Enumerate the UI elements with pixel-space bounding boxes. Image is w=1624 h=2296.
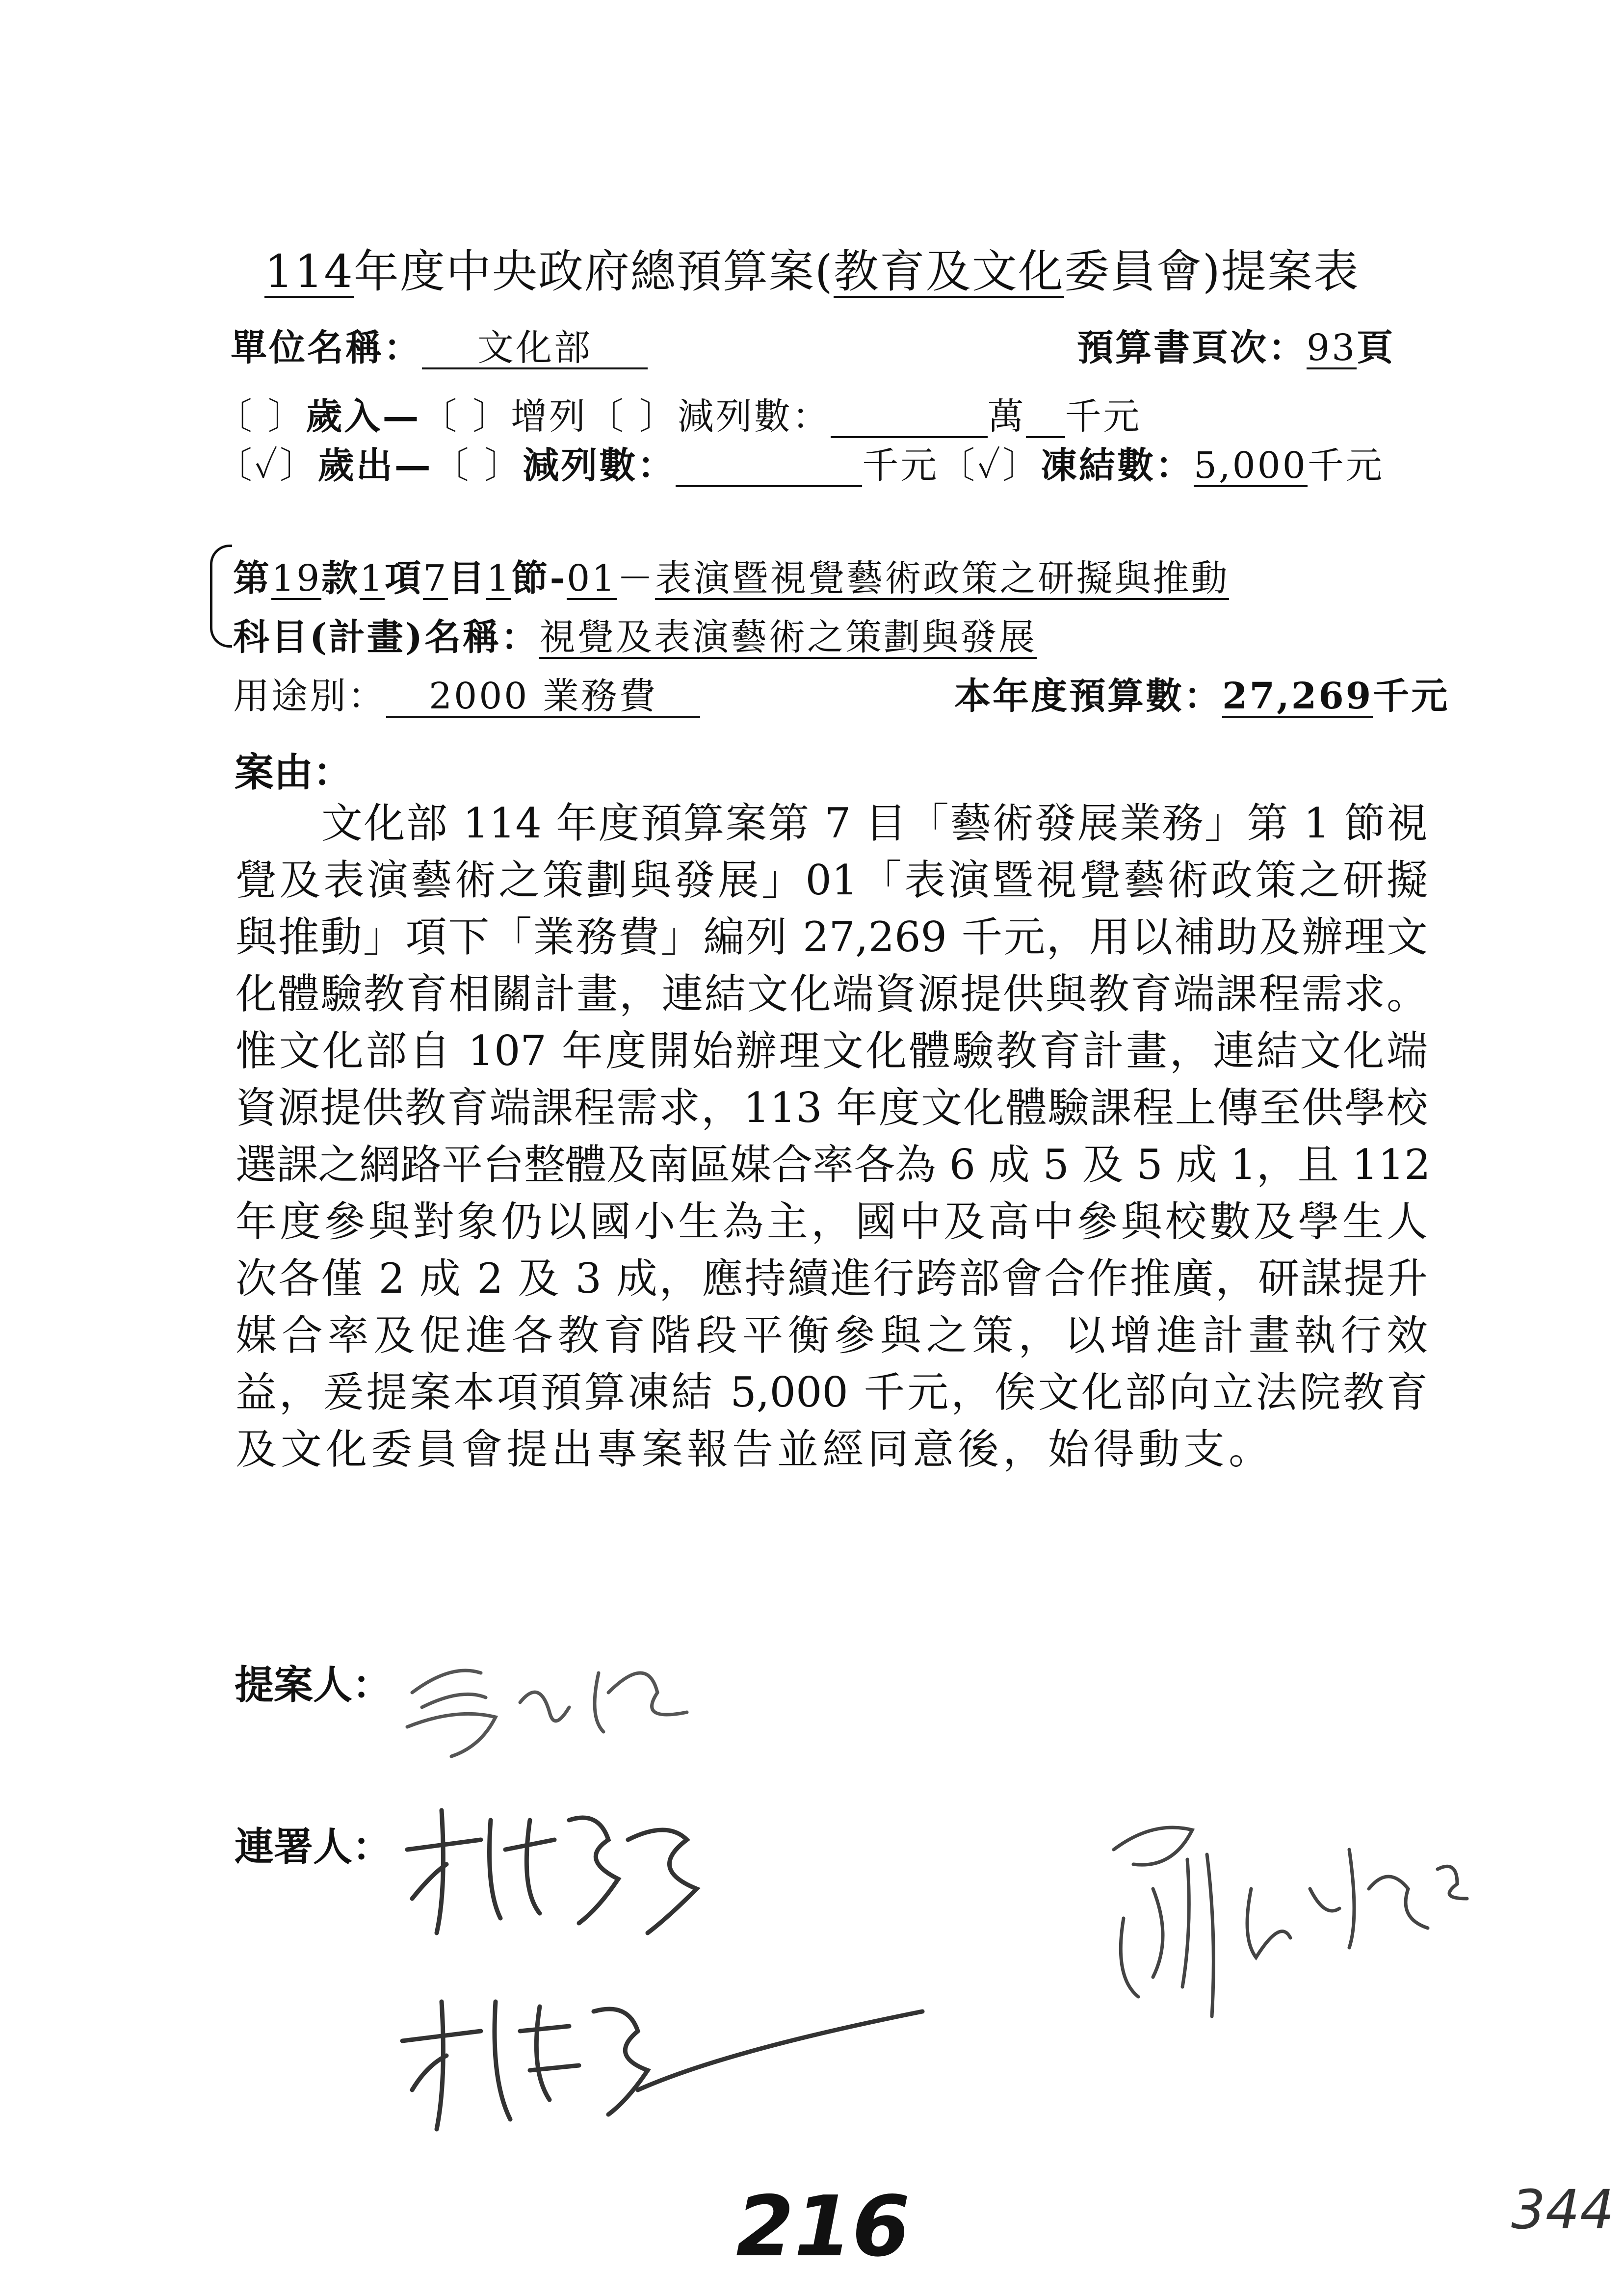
- cosigner-signature-3: [1094, 1791, 1496, 2065]
- xiang-value: 1: [360, 557, 385, 600]
- annual-budget-row: [954, 667, 1449, 719]
- expense-unit: 千元: [862, 444, 939, 487]
- title-end: 委員會)提案表: [1064, 245, 1360, 298]
- reason-line: 選課之網路平台整體及南區媒合率各為 6 成 5 及 5 成 1，且 112: [236, 1141, 1431, 1189]
- reason-body: [236, 795, 1431, 1478]
- usage-label: 用途別：: [233, 675, 386, 717]
- xiang-label: 項: [385, 557, 423, 600]
- expense-row: [216, 437, 1384, 489]
- cosigner-signature-2: [383, 1972, 952, 2149]
- handwritten-side-number: 344: [1511, 2178, 1614, 2241]
- reason-line: 覺及表演藝術之策劃與發展」01「表演暨視覺藝術政策之研擬: [236, 856, 1428, 904]
- cosigner-label: 連署人：: [235, 1824, 392, 1870]
- mu-value: 7: [423, 557, 448, 600]
- revenue-qian-value: [1026, 398, 1065, 438]
- item-dash: －: [617, 557, 655, 600]
- reason-line: 惟文化部自 107 年度開始辦理文化體驗教育計畫，連結文化端: [236, 1027, 1428, 1075]
- proposer-signature: [393, 1634, 736, 1761]
- unit-value: 文化部: [422, 329, 648, 369]
- bracket: [210, 545, 232, 648]
- handwritten-page-number: 216: [736, 2178, 910, 2275]
- revenue-add-label: 增列: [511, 395, 588, 438]
- revenue-checkbox: 〔 〕: [216, 395, 306, 438]
- revenue-reduce-checkbox: 〔 〕: [587, 395, 678, 438]
- reason-label: 案由：: [235, 749, 352, 795]
- budget-page-value: 93: [1307, 327, 1357, 369]
- title-text: 年度中央政府總預算案(: [353, 245, 834, 298]
- reason-line: 資源提供教育端課程需求，113 年度文化體驗課程上傳至供學校: [236, 1084, 1428, 1132]
- revenue-label: 歲入—: [306, 395, 421, 438]
- form-title: [0, 235, 1624, 300]
- expense-reduce-checkbox: 〔 〕: [432, 444, 523, 487]
- revenue-unit: 千元: [1065, 395, 1142, 438]
- usage-value: 2000 業務費: [386, 678, 700, 718]
- usage-row: [233, 667, 700, 719]
- item-row: [233, 549, 1229, 601]
- title-year: 114: [264, 245, 354, 298]
- reason-line: 年度參與對象仍以國小生為主，國中及高中參與校數及學生人: [236, 1198, 1428, 1246]
- unit-name-row: [231, 319, 648, 371]
- annual-budget-label: 本年度預算數：: [954, 675, 1222, 717]
- wan-label: 萬: [987, 395, 1026, 438]
- expense-reduce-value: [676, 447, 862, 487]
- freeze-checkbox: 〔✓〕: [939, 444, 1041, 487]
- expense-label: 歲出—: [317, 444, 433, 487]
- annual-budget-unit: 千元: [1373, 675, 1450, 717]
- item-code: 01: [567, 557, 617, 600]
- annual-budget-value: 27,269: [1222, 675, 1373, 717]
- subject-label: 科目(計畫)名稱：: [233, 616, 540, 658]
- budget-page-suffix: 頁: [1357, 327, 1395, 369]
- expense-checkbox: 〔✓〕: [216, 444, 318, 487]
- subject-row: [233, 608, 1037, 660]
- revenue-reduce-value: [831, 398, 988, 438]
- proposer-label: 提案人：: [235, 1662, 392, 1708]
- freeze-unit: 千元: [1307, 444, 1384, 487]
- budget-page-row: [1077, 319, 1395, 371]
- unit-label: 單位名稱：: [231, 327, 422, 369]
- item-prefix: 第: [233, 557, 271, 600]
- reason-line: 與推動」項下「業務費」編列 27,269 千元，用以補助及辦理文: [236, 913, 1428, 961]
- reason-line: 媒合率及促進各教育階段平衡參與之策，以增進計畫執行效: [236, 1311, 1428, 1359]
- reason-line: 次各僅 2 成 2 及 3 成，應持續進行跨部會合作推廣，研謀提升: [236, 1254, 1428, 1303]
- revenue-add-checkbox: 〔 〕: [420, 395, 511, 438]
- jie-value: 1: [486, 557, 512, 600]
- reason-line: 化體驗教育相關計畫，連結文化端資源提供與教育端課程需求。: [236, 970, 1428, 1018]
- title-committee: 教育及文化: [833, 245, 1064, 298]
- jie-label: 節-: [511, 557, 567, 600]
- expense-reduce-label: 減列數：: [523, 444, 676, 487]
- cosigner-signature-1: [393, 1791, 765, 1948]
- freeze-label: 凍結數：: [1041, 444, 1194, 487]
- budget-page-label: 預算書頁次：: [1077, 327, 1307, 369]
- freeze-value: 5,000: [1194, 444, 1308, 487]
- kuan-label: 款: [321, 557, 360, 600]
- item-name: 表演暨視覺藝術政策之研擬與推動: [655, 557, 1230, 600]
- revenue-reduce-label: 減列數：: [677, 395, 831, 438]
- kuan-value: 19: [271, 557, 322, 600]
- subject-value: 視覺及表演藝術之策劃與發展: [539, 616, 1037, 658]
- reason-line: 及文化委員會提出專案報告並經同意後，始得動支。: [236, 1425, 1274, 1473]
- reason-line: 文化部 114 年度預算案第 7 目「藝術發展業務」第 1 節視: [321, 799, 1428, 847]
- mu-label: 目: [448, 557, 487, 600]
- reason-line: 益，爰提案本項預算凍結 5,000 千元，俟文化部向立法院教育: [236, 1368, 1428, 1416]
- revenue-row: [216, 388, 1142, 440]
